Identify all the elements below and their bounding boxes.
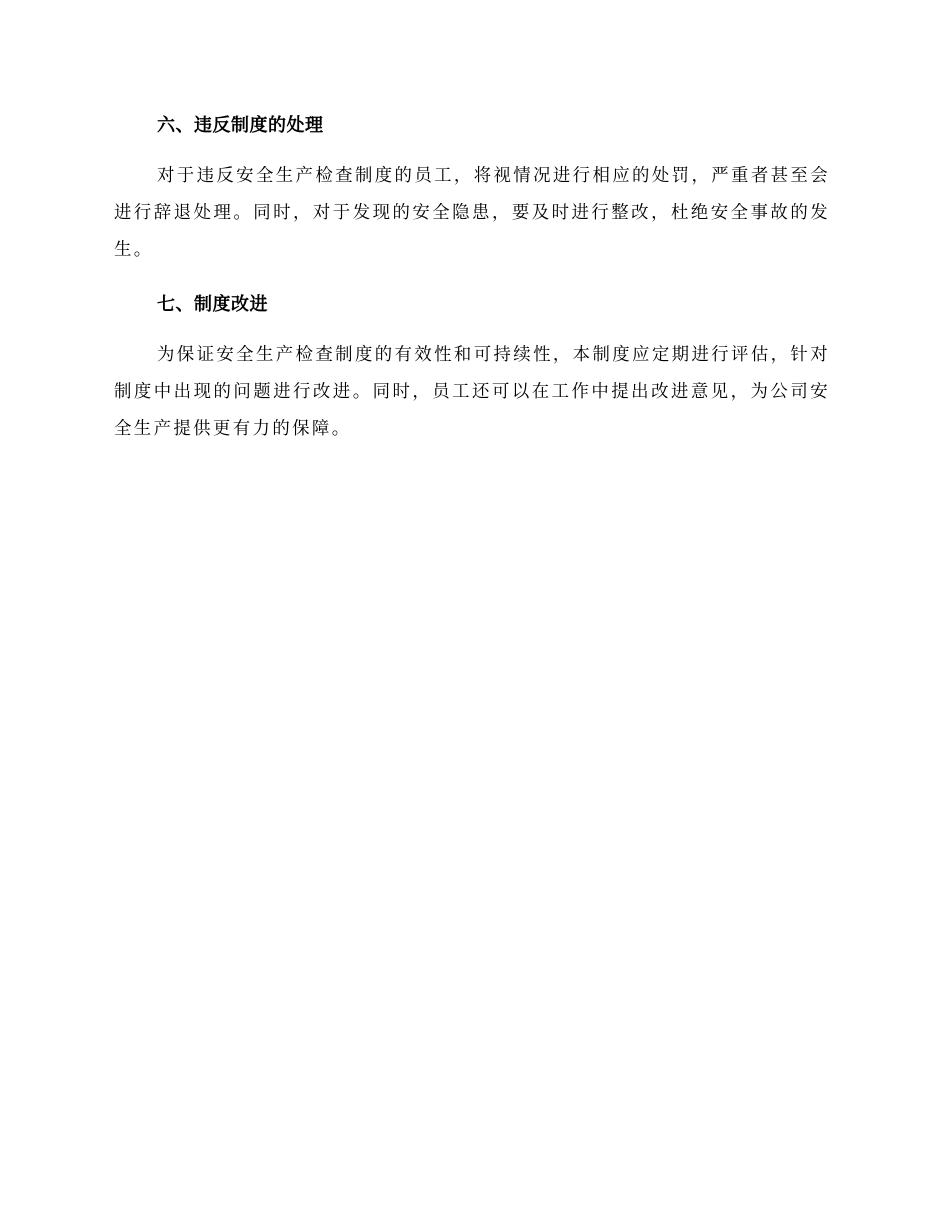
section-heading-violation-handling: 六、违反制度的处理	[157, 115, 324, 136]
section-heading-system-improvement: 七、制度改进	[157, 294, 268, 315]
document-body	[114, 108, 830, 448]
section-paragraph-violation-handling: 对于违反安全生产检查制度的员工，将视情况进行相应的处罚，严重者甚至会进行辞退处理。同时，对于发现的安全隐患，要及时进行整改，杜绝安全事故的发生。	[114, 166, 830, 260]
section-paragraph-system-improvement: 为保证安全生产检查制度的有效性和可持续性，本制度应定期进行评估，针对制度中出现的问题进行改进。同时，员工还可以在工作中提出改进意见，为公司安全生产提供更有力的保障。	[114, 345, 830, 439]
